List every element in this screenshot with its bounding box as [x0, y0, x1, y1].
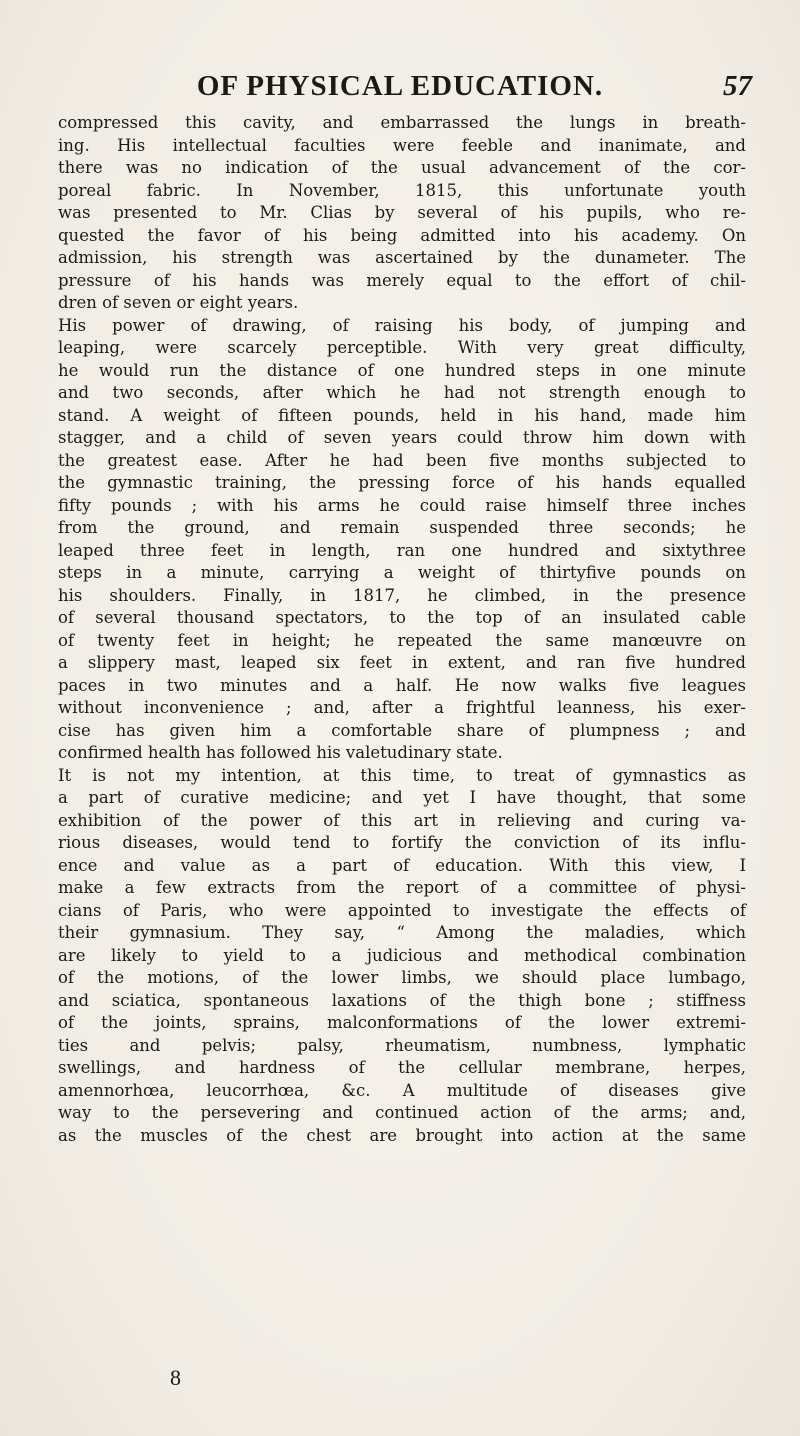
text-line: exhibition of the power of this art in relieving and curing va-: [58, 810, 746, 830]
text-line: the greatest ease. After he had been five months subjected to: [58, 450, 746, 470]
text-line: leaping, were scarcely perceptible. With very great difficulty,: [58, 338, 746, 357]
body-text: [58, 112, 746, 1147]
text-line: admission, his strength was ascertained by the dunameter. The: [58, 248, 746, 267]
text-line: poreal fabric. In November, 1815, this unfortunate youth: [58, 180, 746, 200]
text-line: as the muscles of the chest are brought into action at the same: [58, 1125, 746, 1145]
text-line: dren of seven or eight years.: [58, 293, 299, 312]
text-line: stand. A weight of fifteen pounds, held in his hand, made him: [58, 405, 746, 425]
text-line: of twenty feet in height; he repeated the same manœuvre on: [58, 630, 746, 650]
text-line: cians of Paris, who were appointed to investigate the effects of: [58, 900, 746, 920]
text-line: and sciatica, spontaneous laxations of the thigh bone ; stiffness: [58, 990, 746, 1010]
text-line: leaped three feet in length, ran one hundred and sixtythree: [58, 540, 746, 560]
text-line: are likely to yield to a judicious and methodical combination: [58, 945, 746, 965]
text-line: of several thousand spectators, to the top of an insulated cable: [58, 608, 746, 627]
text-line: fifty pounds ; with his arms he could raise himself three inches: [58, 495, 746, 515]
text-line: confirmed health has followed his valetudinary state.: [58, 743, 503, 762]
text-line: of the joints, sprains, malconformations of the lower extremi-: [58, 1013, 746, 1032]
text-line: His power of drawing, of raising his body, of jumping and: [58, 315, 746, 335]
text-line: paces in two minutes and a half. He now walks five leagues: [58, 675, 746, 695]
text-line: amennorhœa, leucorrhœa, &c. A multitude of diseases give: [58, 1080, 746, 1100]
text-line: his shoulders. Finally, in 1817, he climbed, in the presence: [58, 585, 746, 605]
text-line: their gymnasium. They say, “ Among the maladies, which: [58, 923, 746, 942]
text-line: was presented to Mr. Clias by several of his pupils, who re-: [58, 203, 746, 222]
text-line: steps in a minute, carrying a weight of thirtyfive pounds on: [58, 563, 746, 582]
text-line: there was no indication of the usual advancement of the cor-: [58, 158, 746, 177]
text-line: swellings, and hardness of the cellular membrane, herpes,: [58, 1058, 746, 1077]
signature-mark: 8: [170, 1365, 181, 1390]
text-line: compressed this cavity, and embarrassed the lungs in breath-: [58, 113, 746, 132]
text-line: ence and value as a part of education. With this view, I: [58, 855, 746, 875]
page-number: 57: [723, 70, 752, 102]
text-line: rious diseases, would tend to fortify the conviction of its influ-: [58, 833, 746, 852]
text-line: and two seconds, after which he had not strength enough to: [58, 383, 746, 402]
text-line: make a few extracts from the report of a committee of physi-: [58, 878, 746, 897]
text-line: quested the favor of his being admitted into his academy. On: [58, 225, 746, 245]
text-line: way to the persevering and continued action of the arms; and,: [58, 1103, 746, 1122]
running-title: OF PHYSICAL EDUCATION.: [196, 70, 604, 102]
text-line: It is not my intention, at this time, to treat of gymnastics as: [58, 765, 746, 785]
text-line: the gymnastic training, the pressing force of his hands equalled: [58, 473, 746, 492]
text-line: a slippery mast, leaped six feet in extent, and ran five hundred: [58, 653, 746, 672]
text-line: cise has given him a comfortable share of plumpness ; and: [58, 720, 746, 740]
text-line: ties and pelvis; palsy, rheumatism, numbness, lymphatic: [58, 1035, 746, 1055]
text-line: stagger, and a child of seven years could throw him down with: [58, 428, 746, 447]
text-line: he would run the distance of one hundred steps in one minute: [58, 360, 746, 380]
text-line: pressure of his hands was merely equal to the effort of chil-: [58, 270, 746, 290]
text-line: from the ground, and remain suspended three seconds; he: [58, 518, 746, 537]
text-line: ing. His intellectual faculties were feeble and inanimate, and: [58, 135, 746, 155]
running-head: [0, 70, 800, 110]
text-line: a part of curative medicine; and yet I have thought, that some: [58, 788, 746, 807]
text-line: of the motions, of the lower limbs, we should place lumbago,: [58, 968, 746, 987]
text-line: without inconvenience ; and, after a frightful leanness, his exer-: [58, 698, 746, 717]
